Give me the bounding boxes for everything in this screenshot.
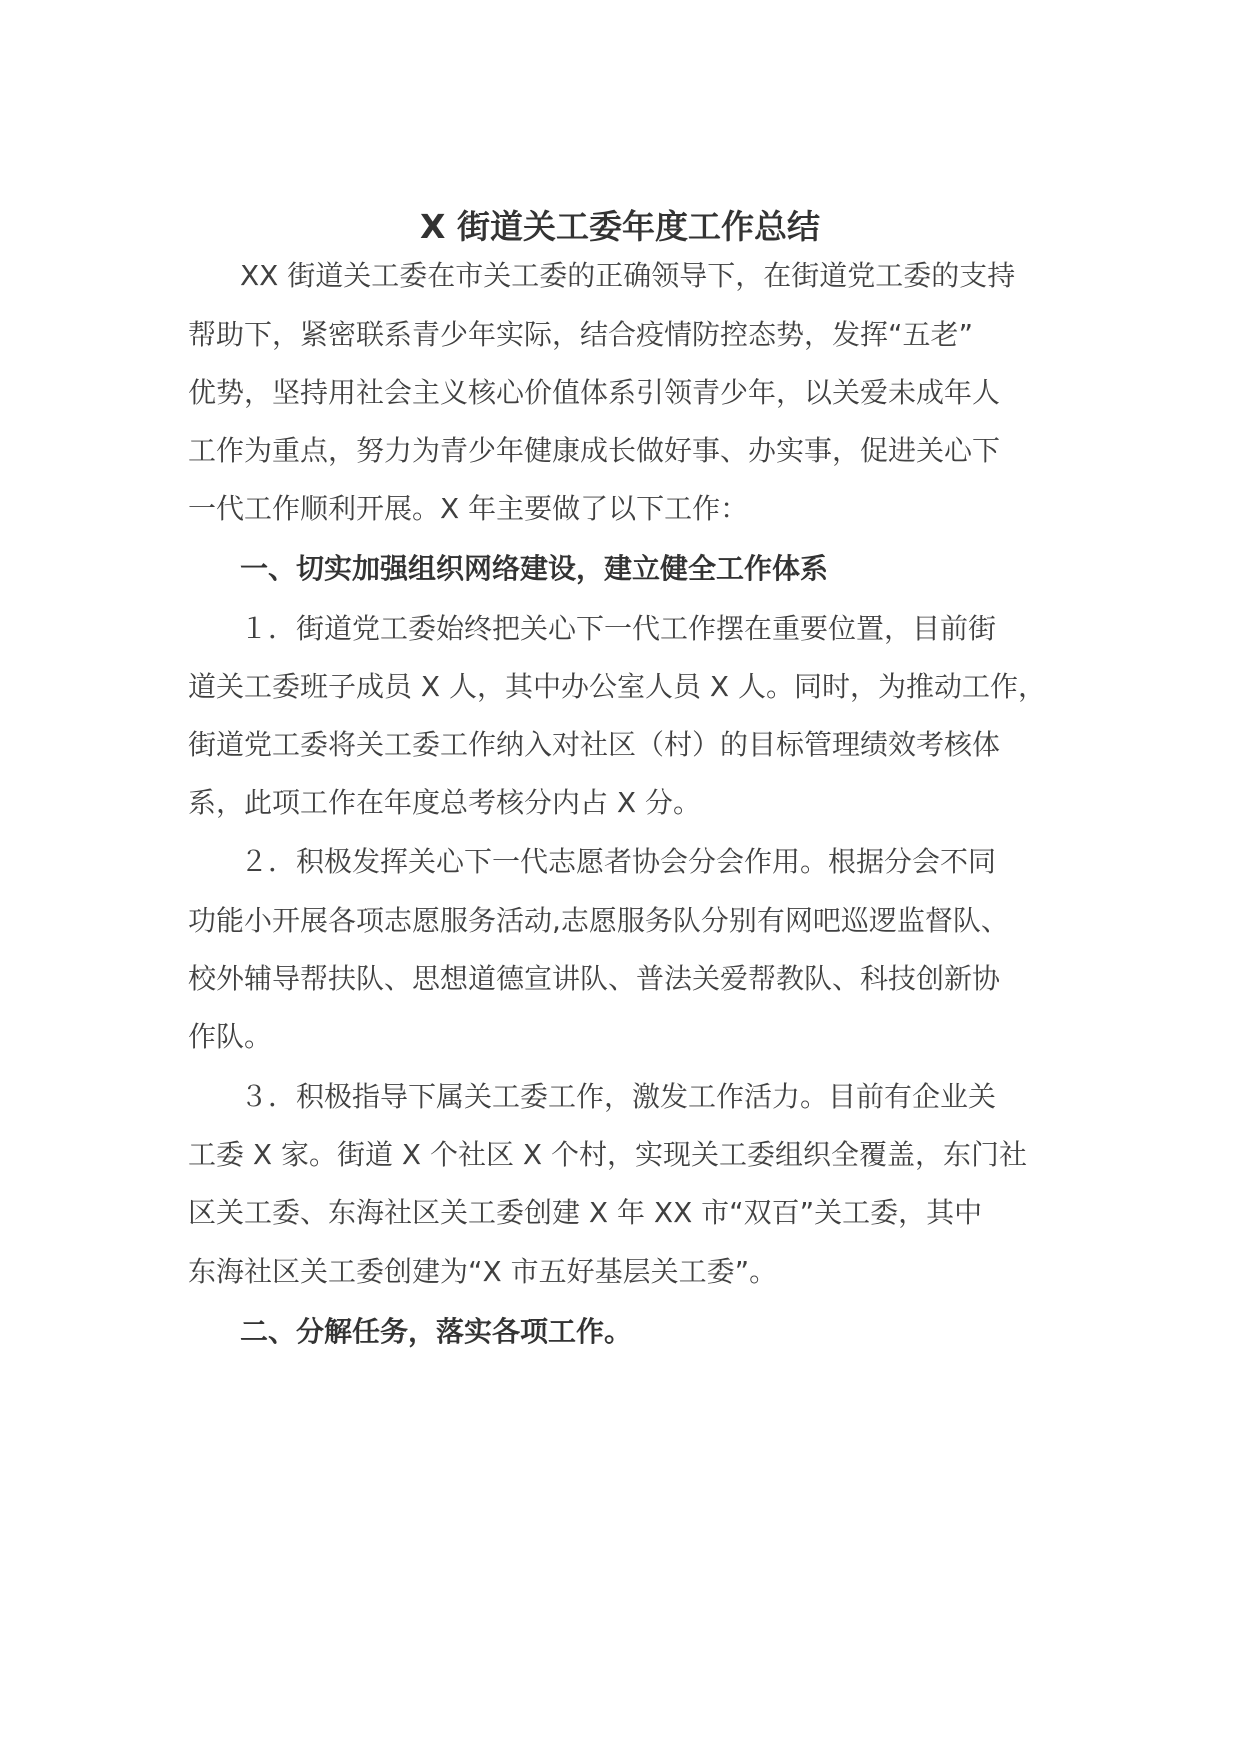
item-2-line: ２．积极发挥关心下一代志愿者协会分会作用。根据分会不同 xyxy=(240,845,997,878)
item-2-line: 功能小开展各项志愿服务活动,志愿服务队分别有网吧巡逻监督队、 xyxy=(188,904,1009,937)
item-1-line: 街道党工委将关工委工作纳入对社区（村）的目标管理绩效考核体 xyxy=(188,728,1001,761)
section-heading-2: 二、分解任务，落实各项工作。 xyxy=(240,1315,633,1348)
item-3-line: ３．积极指导下属关工委工作，激发工作活力。目前有企业关 xyxy=(240,1080,997,1113)
item-2-line: 校外辅导帮扶队、思想道德宣讲队、普法关爱帮教队、科技创新协 xyxy=(188,962,1001,995)
intro-line: 优势，坚持用社会主义核心价值体系引领青少年，以关爱未成年人 xyxy=(188,376,1001,409)
item-1-line: 系，此项工作在年度总考核分内占 X 分。 xyxy=(188,786,701,819)
item-3-line: 东海社区关工委创建为“X 市五好基层关工委”。 xyxy=(188,1255,778,1288)
intro-line: 工作为重点，努力为青少年健康成长做好事、办实事，促进关心下 xyxy=(188,434,1001,467)
section-heading-1: 一、切实加强组织网络建设，建立健全工作体系 xyxy=(240,552,829,585)
item-3-line: 工委 X 家。街道 X 个社区 X 个村，实现关工委组织全覆盖，东门社 xyxy=(188,1138,1027,1171)
intro-line: XX 街道关工委在市关工委的正确领导下，在街道党工委的支持 xyxy=(240,259,1016,292)
intro-line: 帮助下，紧密联系青少年实际，结合疫情防控态势，发挥“五老” xyxy=(188,318,974,351)
item-1-line: １．街道党工委始终把关心下一代工作摆在重要位置，目前街 xyxy=(240,612,997,645)
item-2-line: 作队。 xyxy=(188,1020,273,1053)
document-title: X 街道关工委年度工作总结 xyxy=(420,207,820,246)
item-1-line: 道关工委班子成员 X 人，其中办公室人员 X 人。同时，为推动工作， xyxy=(188,670,1046,703)
intro-line: 一代工作顺利开展。X 年主要做了以下工作： xyxy=(188,492,749,525)
item-3-line: 区关工委、东海社区关工委创建 X 年 XX 市“双百”关工委，其中 xyxy=(188,1196,983,1229)
